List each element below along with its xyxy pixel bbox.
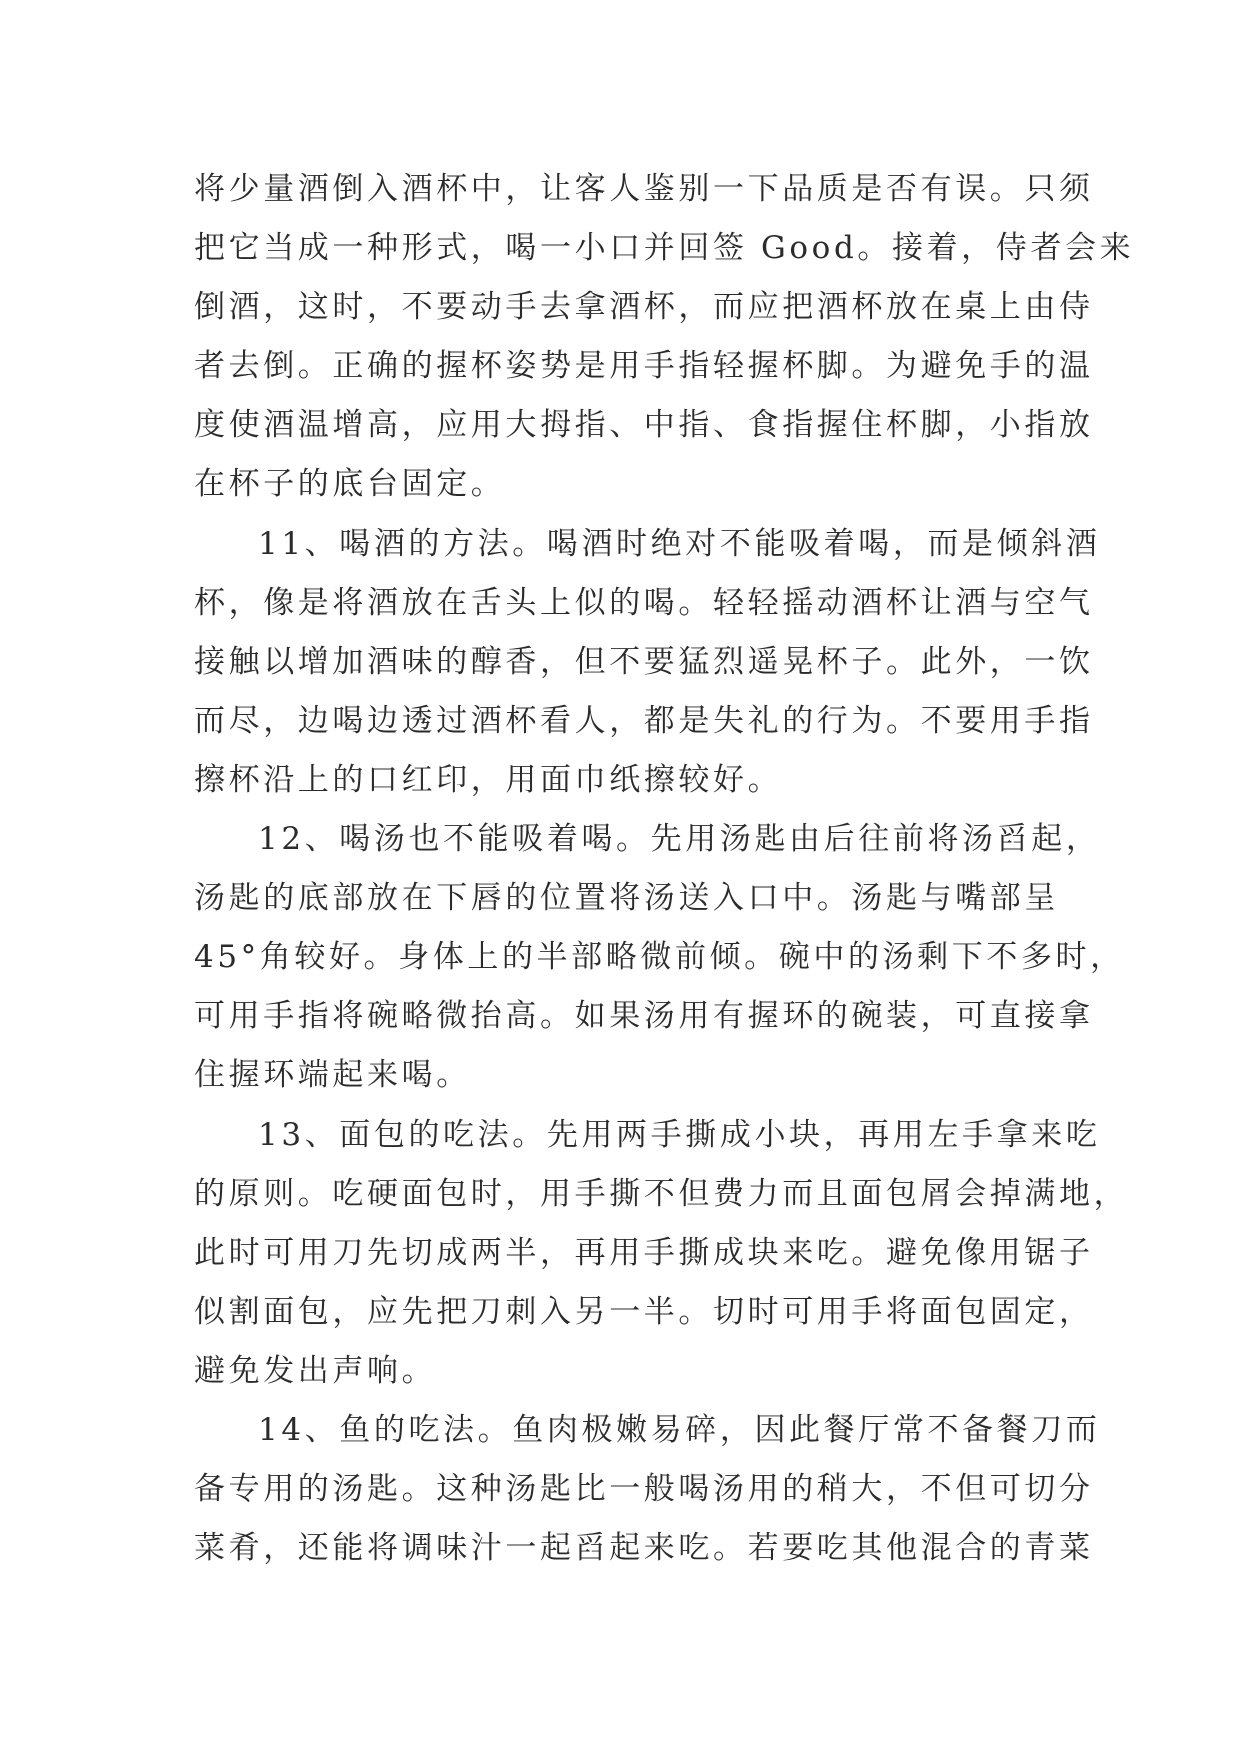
text-line: 杯，像是将酒放在舌头上似的喝。轻轻摇动酒杯让酒与空气 bbox=[194, 584, 1094, 621]
text-line: 把它当成一种形式，喝一小口并回签 Good。接着，侍者会来 bbox=[194, 230, 1135, 267]
text-line: 而尽，边喝边透过酒杯看人，都是失礼的行为。不要用手指 bbox=[194, 702, 1094, 739]
text-line: 菜肴，还能将调味汁一起舀起来吃。若要吃其他混合的青菜 bbox=[194, 1530, 1094, 1567]
text-line: 将少量酒倒入酒杯中，让客人鉴别一下品质是否有误。只须 bbox=[194, 171, 1094, 207]
text-line: 汤匙的底部放在下唇的位置将汤送入口中。汤匙与嘴部呈 bbox=[194, 880, 1059, 917]
text-line: 擦杯沿上的口红印，用面巾纸擦较好。 bbox=[194, 761, 783, 798]
text-line: 13、面包的吃法。先用两手撕成小块，再用左手拿来吃 bbox=[258, 1116, 1101, 1153]
text-line: 接触以增加酒味的醇香，但不要猛烈遥晃杯子。此外，一饮 bbox=[194, 643, 1094, 680]
text-line: 的原则。吃硬面包时，用手撕不但费力而且面包屑会掉满地， bbox=[194, 1175, 1129, 1212]
text-line: 45°角较好。身体上的半部略微前倾。碗中的汤剩下不多时， bbox=[194, 939, 1125, 976]
paragraph-14-fish bbox=[194, 1401, 1101, 1578]
text-line: 11、喝酒的方法。喝酒时绝对不能吸着喝，而是倾斜酒 bbox=[258, 525, 1101, 562]
text-line: 12、喝汤也不能吸着喝。先用汤匙由后往前将汤舀起， bbox=[258, 821, 1101, 858]
text-line: 14、鱼的吃法。鱼肉极嫩易碎，因此餐厅常不备餐刀而 bbox=[258, 1411, 1101, 1448]
paragraph-12-soup bbox=[194, 810, 1125, 1105]
text-line: 备专用的汤匙。这种汤匙比一般喝汤用的稍大，不但可切分 bbox=[194, 1471, 1094, 1508]
paragraph-13-bread bbox=[194, 1106, 1129, 1401]
paragraph-11-drinking-wine bbox=[194, 515, 1101, 810]
text-line: 倒酒，这时，不要动手去拿酒杯，而应把酒杯放在桌上由侍 bbox=[194, 289, 1094, 326]
paragraph-wine-serving bbox=[194, 160, 1135, 515]
text-line: 度使酒温增高，应用大拇指、中指、食指握住杯脚，小指放 bbox=[194, 407, 1094, 444]
text-line: 似割面包，应先把刀刺入另一半。切时可用手将面包固定， bbox=[194, 1293, 1094, 1330]
body-text bbox=[194, 160, 1135, 1578]
text-line: 可用手指将碗略微抬高。如果汤用有握环的碗装，可直接拿 bbox=[194, 998, 1094, 1035]
text-line: 避免发出声响。 bbox=[194, 1352, 437, 1389]
text-line: 在杯子的底台固定。 bbox=[194, 466, 506, 503]
text-line: 此时可用刀先切成两半，再用手撕成块来吃。避免像用锯子 bbox=[194, 1234, 1094, 1271]
text-line: 住握环端起来喝。 bbox=[194, 1057, 471, 1094]
text-line: 者去倒。正确的握杯姿势是用手指轻握杯脚。为避免手的温 bbox=[194, 348, 1094, 385]
